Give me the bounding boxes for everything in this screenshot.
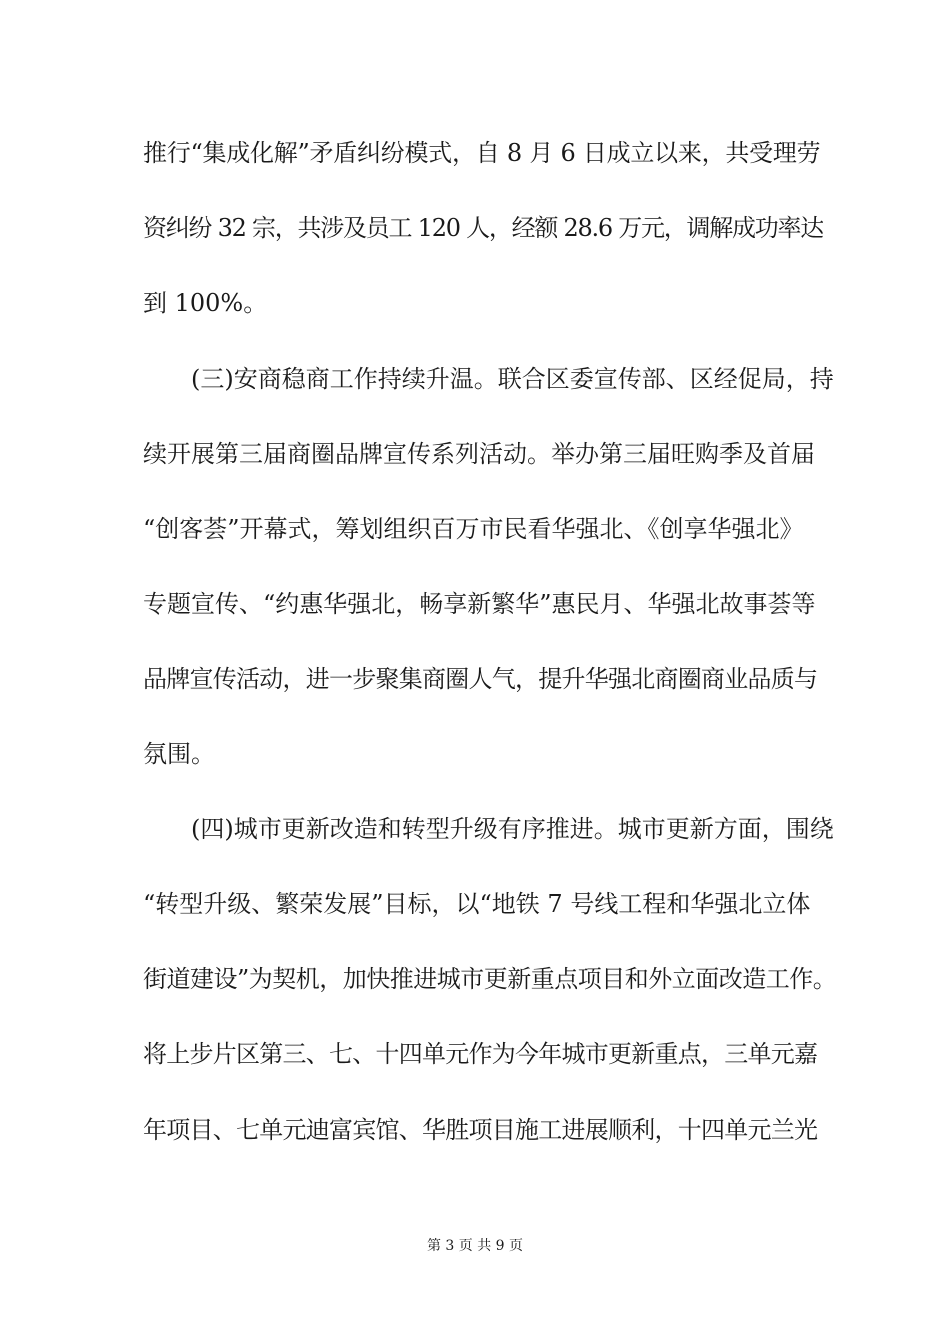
text-line: (三)安商稳商工作持续升温。联合区委宣传部、区经促局，持: [191, 365, 834, 393]
text-line: “创客荟”开幕式，筹划组织百万市民看华强北、《创享华强北》: [143, 515, 804, 543]
page-number-footer: 第 3 页 共 9 页: [426, 1238, 524, 1254]
text-line: 将上步片区第三、七、十四单元作为今年城市更新重点，三单元嘉: [143, 1040, 818, 1068]
text-line: “转型升级、繁荣发展”目标，以“地铁 7 号线工程和华强北立体: [143, 890, 811, 918]
text-line: (四)城市更新改造和转型升级有序推进。城市更新方面，围绕: [191, 815, 834, 843]
text-line: 品牌宣传活动，进一步聚集商圈人气，提升华强北商圈商业品质与: [143, 665, 818, 693]
text-line: 街道建设”为契机，加快推进城市更新重点项目和外立面改造工作。: [143, 965, 837, 993]
text-line: 续开展第三届商圈品牌宣传系列活动。举办第三届旺购季及首届: [143, 440, 815, 468]
text-line: 资纠纷 32 宗，共涉及员工 120 人，经额 28.6 万元，调解成功率达: [143, 214, 823, 242]
text-line: 推行“集成化解”矛盾纠纷模式，自 8 月 6 日成立以来，共受理劳: [143, 139, 821, 167]
text-line: 年项目、七单元迪富宾馆、华胜项目施工进展顺利，十四单元兰光: [143, 1116, 818, 1144]
text-line: 专题宣传、“约惠华强北，畅享新繁华”惠民月、华强北故事荟等: [143, 590, 816, 618]
text-line: 到 100%。: [143, 289, 268, 317]
text-line: 氛围。: [143, 740, 215, 768]
